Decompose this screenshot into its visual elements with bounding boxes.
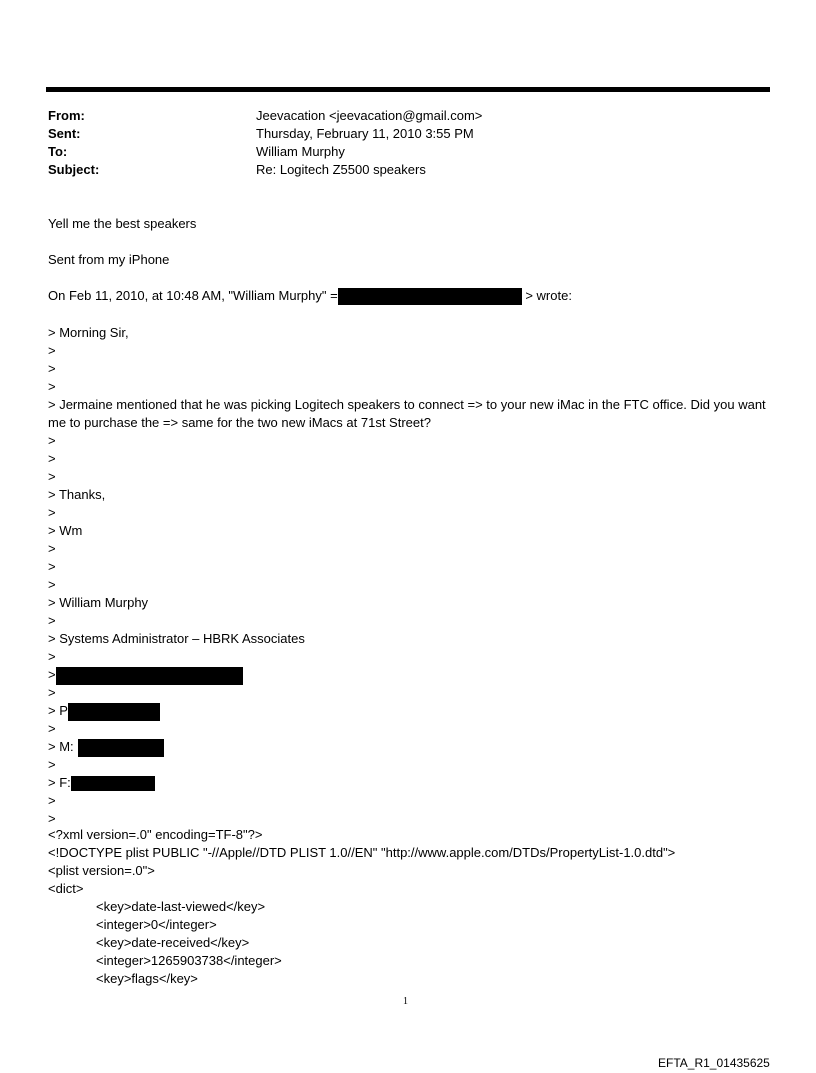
wrote-prefix: On Feb 11, 2010, at 10:48 AM, "William Murphy" = (48, 288, 338, 303)
redaction-block (338, 288, 522, 305)
sent-value: Thursday, February 11, 2010 3:55 PM (256, 126, 474, 141)
quote-thanks: > Thanks, (48, 487, 106, 502)
quote-paragraph: > Jermaine mentioned that he was picking Logitech speakers to connect => to your new iMac in the FTC office. Did you want me to purchase the => same for the two new iMacs at 71st Street? (48, 397, 766, 430)
quote-line: > (48, 793, 56, 808)
xml-line: <!DOCTYPE plist PUBLIC "-//Apple//DTD PLIST 1.0//EN" "http://www.apple.com/DTDs/PropertyList-1.0.dtd"> (48, 845, 676, 860)
header-rule (46, 87, 770, 92)
quote-line: > (48, 685, 56, 700)
xml-line: <key>flags</key> (96, 971, 198, 986)
fax-prefix: > F: (48, 775, 71, 790)
from-value: Jeevacation <jeevacation@gmail.com> (256, 108, 483, 123)
quote-line: > (48, 469, 56, 484)
xml-line: <key>date-received</key> (96, 935, 250, 950)
quote-marker: > (48, 667, 56, 682)
quote-wm: > Wm (48, 523, 83, 538)
xml-line: <dict> (48, 881, 84, 896)
subject-label: Subject: (48, 162, 100, 177)
xml-line: <integer>0</integer> (96, 917, 217, 932)
xml-line: <plist version=.0"> (48, 863, 155, 878)
quote-line: > (48, 559, 56, 574)
quote-line: > (48, 613, 56, 628)
quote-line: > (48, 649, 56, 664)
subject-value: Re: Logitech Z5500 speakers (256, 162, 426, 177)
to-label: To: (48, 144, 68, 159)
wrote-suffix: > wrote: (521, 288, 572, 303)
to-value: William Murphy (256, 144, 345, 159)
redaction-block (71, 776, 155, 791)
document-id: EFTA_R1_01435625 (658, 1056, 770, 1070)
quote-signature-title: > Systems Administrator – HBRK Associates (48, 631, 305, 646)
quote-mobile-line (48, 738, 164, 757)
wrote-line (48, 287, 572, 305)
quote-line: > (48, 343, 56, 358)
body-line-1: Yell me the best speakers (48, 216, 197, 231)
phone-prefix: > P (48, 703, 68, 718)
sent-label: Sent: (48, 126, 81, 141)
xml-line: <integer>1265903738</integer> (96, 953, 282, 968)
quote-line: > (48, 811, 56, 826)
quote-redacted-line (48, 666, 243, 685)
page-number: 1 (403, 996, 408, 1007)
body-line-2: Sent from my iPhone (48, 252, 170, 267)
quote-fax-line (48, 774, 155, 792)
redaction-block (78, 739, 164, 757)
redaction-block (68, 703, 160, 721)
mobile-prefix: > M: (48, 739, 74, 754)
quote-line: > (48, 721, 56, 736)
quote-line: > (48, 541, 56, 556)
redaction-block (56, 667, 243, 685)
quote-line: > (48, 451, 56, 466)
quote-phone-line (48, 702, 160, 721)
quote-greeting: > Morning Sir, (48, 325, 129, 340)
from-label: From: (48, 108, 85, 123)
quote-line: > (48, 379, 56, 394)
xml-line: <key>date-last-viewed</key> (96, 899, 266, 914)
quote-signature-name: > William Murphy (48, 595, 149, 610)
xml-line: <?xml version=.0" encoding=TF-8"?> (48, 827, 263, 842)
quote-line: > (48, 757, 56, 772)
quote-line: > (48, 361, 56, 376)
quote-line: > (48, 577, 56, 592)
quote-line: > (48, 433, 56, 448)
quote-line: > (48, 505, 56, 520)
